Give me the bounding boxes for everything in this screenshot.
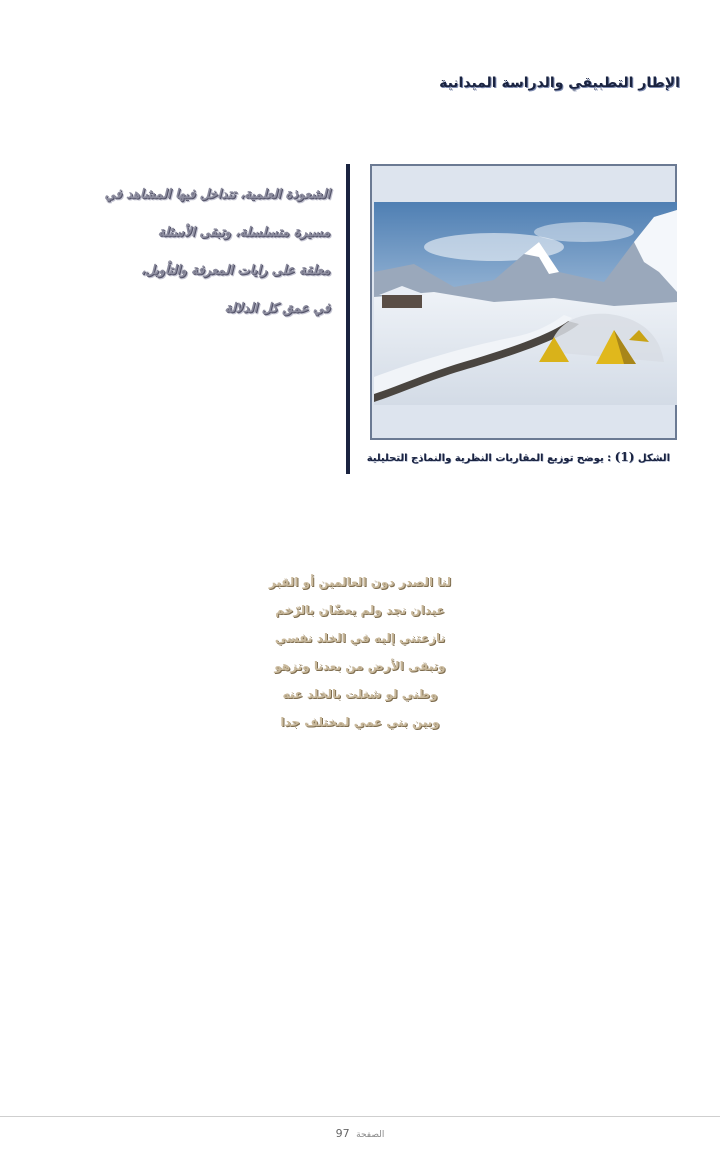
side-paragraph (60, 176, 330, 328)
poem-verse: وطني لو شغلت بالخلد عنه (282, 687, 438, 701)
figure-caption-number: (1) (614, 450, 635, 464)
poem-verse: نازعتني إليه في الخلد نفسي (274, 631, 446, 645)
page-number (0, 1127, 720, 1140)
side-paragraph-line: في عمق كل الدلالة (224, 301, 330, 316)
figure-caption (366, 450, 670, 464)
page-number-label: الصفحة (356, 1130, 385, 1140)
poem-verse: عيدان نجد ولم يعضّان بالرّخم (275, 603, 445, 617)
figure-frame (370, 164, 677, 440)
side-paragraph-line: معلقة على رايات المعرفة والتأويل، (140, 263, 330, 278)
side-paragraph-line: الشعوذة العلمية، تتداخل فيها المشاهد في (104, 187, 330, 202)
footer-rule (0, 1116, 720, 1117)
figure-caption-prefix: الشكل (637, 453, 670, 464)
figure-caption-text: : يوضح توزيع المقاربات النظرية والنماذج التحليلية (366, 453, 612, 464)
poem-verse: وبين بني عمي لمختلف جدا (280, 715, 440, 729)
poem-block (180, 568, 540, 736)
page-number-value: 97 (335, 1127, 350, 1140)
vertical-divider (346, 164, 350, 474)
poem-verse: وتبقى الأرض من بعدنا وتزهو (274, 659, 446, 673)
side-paragraph-line: مسيرة متسلسلة، وتبقى الأسئلة (157, 225, 330, 240)
mountain-camp-photo (374, 202, 677, 405)
page-title: الإطار التطبيقي والدراسة الميدانية (439, 75, 680, 91)
poem-verse: لنا الصدر دون العالمين أو القبر (268, 575, 452, 589)
